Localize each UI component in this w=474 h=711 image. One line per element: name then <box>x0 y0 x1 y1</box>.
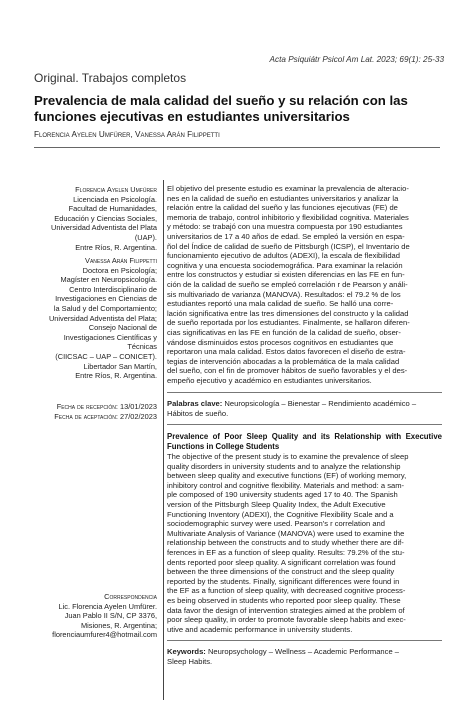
abstract-line: sociodemographic survey were used. Pearson's r correlation and <box>167 519 385 529</box>
affiliation-line: Entre Ríos, R. Argentina. <box>75 371 157 381</box>
abstract-line: poor sleep quality, in order to promote favorable sleep habits and exec- <box>167 615 406 625</box>
abstract-line: sis multivariado de varianza (MANOVA). Resultados: el 79.2 % de los <box>167 289 401 299</box>
author2-affiliation <box>34 256 157 381</box>
affiliation-line: (CIICSAC – UAP – CONICET). <box>55 351 157 361</box>
abstract-line: ción de la calidad de sueño se empleó correlación r de Pearson y análi- <box>167 279 408 289</box>
affiliation-line: la Salud y del Comportamiento; <box>53 303 157 313</box>
abstract-line: funcionamiento ejecutivo de adultos (ADEXI), la escala de flexibilidad <box>167 251 401 261</box>
abstract-line: ferences in EF as a function of sleep quality. Results: 79.2% of the stu- <box>167 547 405 557</box>
abstract-line: Multivariate Analysis of Variance (MANOVA) were used to examine the <box>167 528 405 538</box>
abstract-line: ple composed of 190 university students aged 17 to 40. The Spanish <box>167 490 398 500</box>
received-date: 13/01/2023 <box>120 402 157 411</box>
received-label: Fecha de recepción: <box>56 402 118 411</box>
abstract-line: utive and academic performance in university students. <box>167 624 353 634</box>
abstract-line: de sueño reportada por los estudiantes. Finalmente, se hallaron diferen- <box>167 318 410 328</box>
affiliation-line: Facultad de Humanidades, <box>68 204 157 214</box>
affiliation-line: Entre Ríos, R. Argentina. <box>75 242 157 252</box>
abstract-line: dents reported poor sleep quality. A significant correlation was found <box>167 557 396 567</box>
affiliation-line: (UAP). <box>134 232 157 242</box>
abstract-line: memoria de trabajo, control inhibitorio y flexibilidad cognitiva. Materiales <box>167 212 409 222</box>
accepted-date: 27/02/2023 <box>120 411 157 421</box>
abstract-line: El objetivo del presente estudio es examinar la prevalencia de alteracio- <box>167 184 409 193</box>
correspondence-label: Correspondencia <box>104 592 157 601</box>
author1-name: Florencia Ayelen Umfürer <box>75 185 157 194</box>
abstract-line: cognitiva y una encuesta sociodemográfica. Para examinar la relación <box>167 260 403 270</box>
correspondence-line: Lic. Florencia Ayelen Umfürer. <box>58 601 157 611</box>
abstract-divider <box>167 640 442 641</box>
keywords-en-text: Sleep Habits. <box>167 656 213 666</box>
keywords-en-label: Keywords: <box>167 647 206 656</box>
abstract-line: lación significativa entre las tres dimensiones del constructo y la calidad <box>167 308 409 318</box>
abstract-line: nes en la calidad de sueño en estudiantes universitarios y analizar la <box>167 193 399 203</box>
abstract-line: reportaron una mala calidad. Estos datos favorecen el diseño de estra- <box>167 347 406 357</box>
article-title: Prevalencia de mala calidad del sueño y su relación con las funciones ejecutivas en estudiantes universitarios <box>34 93 408 124</box>
abstract-line: es being observed in students who reported poor sleep quality. These <box>167 595 401 605</box>
abstract-line: the EF as a function of sleep quality, with decreased cognitive process- <box>167 586 406 596</box>
affiliation-line: Magíster en Neuropsicología. <box>60 275 157 285</box>
abstract-line: version of the Pittsburgh Sleep Quality Index, the Adult Executive <box>167 499 386 509</box>
english-title <box>167 432 442 451</box>
correspondence-email[interactable]: florenciaumfurer4@hotmail.com <box>52 630 157 640</box>
affiliation-line: Investigaciones Científicas y <box>63 332 157 342</box>
journal-reference: Acta Psiquiátr Psicol Am Lat. 2023; 69(1): 25-33 <box>269 55 444 64</box>
keywords-es <box>167 399 442 418</box>
abstract-line: relationship between the constructs and to study whether there are dif- <box>167 538 404 548</box>
affiliation-line: Técnicas <box>127 342 157 352</box>
abstract-line: y método: se trabajó con una muestra compuesta por 190 estudiantes <box>167 222 403 232</box>
abstract-line: Functioning Inventory (ADEXI), the Cognitive Flexibility Scale and a <box>167 509 394 519</box>
section-label: Original. Trabajos completos <box>34 71 187 85</box>
abstract-line: between sleep quality and executive functions (EF) of working memory, <box>167 471 407 481</box>
keywords-en <box>167 647 442 666</box>
keywords-es-label: Palabras clave: <box>167 399 223 408</box>
accepted-label: Fecha de aceptación: <box>54 411 118 421</box>
abstract-divider <box>167 424 442 425</box>
column-divider <box>163 180 164 700</box>
affiliation-line: Consejo Nacional de <box>88 323 157 333</box>
affiliation-line: Universidad Adventista del Plata; <box>48 313 157 323</box>
header-rule <box>34 147 440 148</box>
abstract-line: entre los constructos y estudiar si existen diferencias en las FE en fun- <box>167 270 405 280</box>
abstract-line: universitarios de 17 a 40 años de edad. Se empleó la versión en espa- <box>167 231 405 241</box>
abstract-line: quality disorders in university students and to analyze the relationship <box>167 461 401 471</box>
english-title-text: Prevalence of Poor Sleep Quality and its Relationship with Executive Functions in College Students <box>167 432 442 451</box>
abstract-divider <box>167 392 442 393</box>
correspondence-line: Misiones, R. Argentina; <box>81 620 157 630</box>
affiliation-line: Investigaciones en Ciencias de <box>55 294 157 304</box>
affiliation-line: Universidad Adventista del Plata <box>51 223 157 233</box>
abstract-en <box>167 452 442 634</box>
abstract-line: estudiantes reportó una mala calidad de sueño. Se halló una corre- <box>167 299 394 309</box>
keywords-es-text: Neuropsicología – Bienestar – Rendimiento académico – <box>222 399 417 408</box>
affiliation-line: Libertador San Martín, <box>83 361 157 371</box>
abstract-line: cias significativas en las FE en función de la calidad de sueño, obser- <box>167 327 401 337</box>
abstract-line: tegias de intervención abocadas a la problemática de la mala calidad <box>167 356 400 366</box>
correspondence-line: Juan Pablo II S/N, CP 3376, <box>64 611 157 621</box>
correspondence <box>34 592 157 640</box>
author2-name: Vanessa Arán Filippetti <box>85 256 157 265</box>
affiliation-line: Centro Interdisciplinario de <box>69 284 157 294</box>
abstract-es <box>167 184 442 385</box>
affiliation-line: Licenciada en Psicología. <box>73 194 157 204</box>
abstract-line: The objective of the present study is to examine the prevalence of sleep <box>167 452 409 461</box>
abstract-line: empeño ejecutivo y académico en estudiantes universitarios. <box>167 375 372 385</box>
abstract-line: del sueño, con el fin de promover hábitos de sueño favorables y el des- <box>167 366 408 376</box>
keywords-en-text: Neuropsychology – Wellness – Academic Performance – <box>205 647 400 656</box>
abstract-line: relación entre la calidad del sueño y las funciones ejecutivas (FE) de <box>167 203 398 213</box>
abstract-line: data favor the design of intervention strategies aimed at the problem of <box>167 605 405 615</box>
affiliation-line: Educación y Ciencias Sociales, <box>54 213 157 223</box>
abstract-line: reported by the students. Finally, significant differences were found in <box>167 576 400 586</box>
abstract-line: between the three dimensions of the construct and the sleep quality <box>167 567 395 577</box>
author-list: Florencia Ayelen Umfürer, Vanessa Arán Filippetti <box>34 130 220 139</box>
abstract-line: vándose disminuidos estos procesos cognitivos en estudiantes que <box>167 337 394 347</box>
abstract-line: inhibitory control and cognitive flexibility. Materials and method: a sam- <box>167 480 405 490</box>
abstract-line: ñol del Índice de calidad de sueño de Pittsburgh (ICSP), el Inventario de <box>167 241 410 251</box>
author1-affiliation <box>34 185 157 252</box>
submission-dates <box>34 402 157 421</box>
keywords-es-text: Hábitos de sueño. <box>167 408 229 418</box>
affiliation-line: Doctora en Psicología; <box>82 265 157 275</box>
